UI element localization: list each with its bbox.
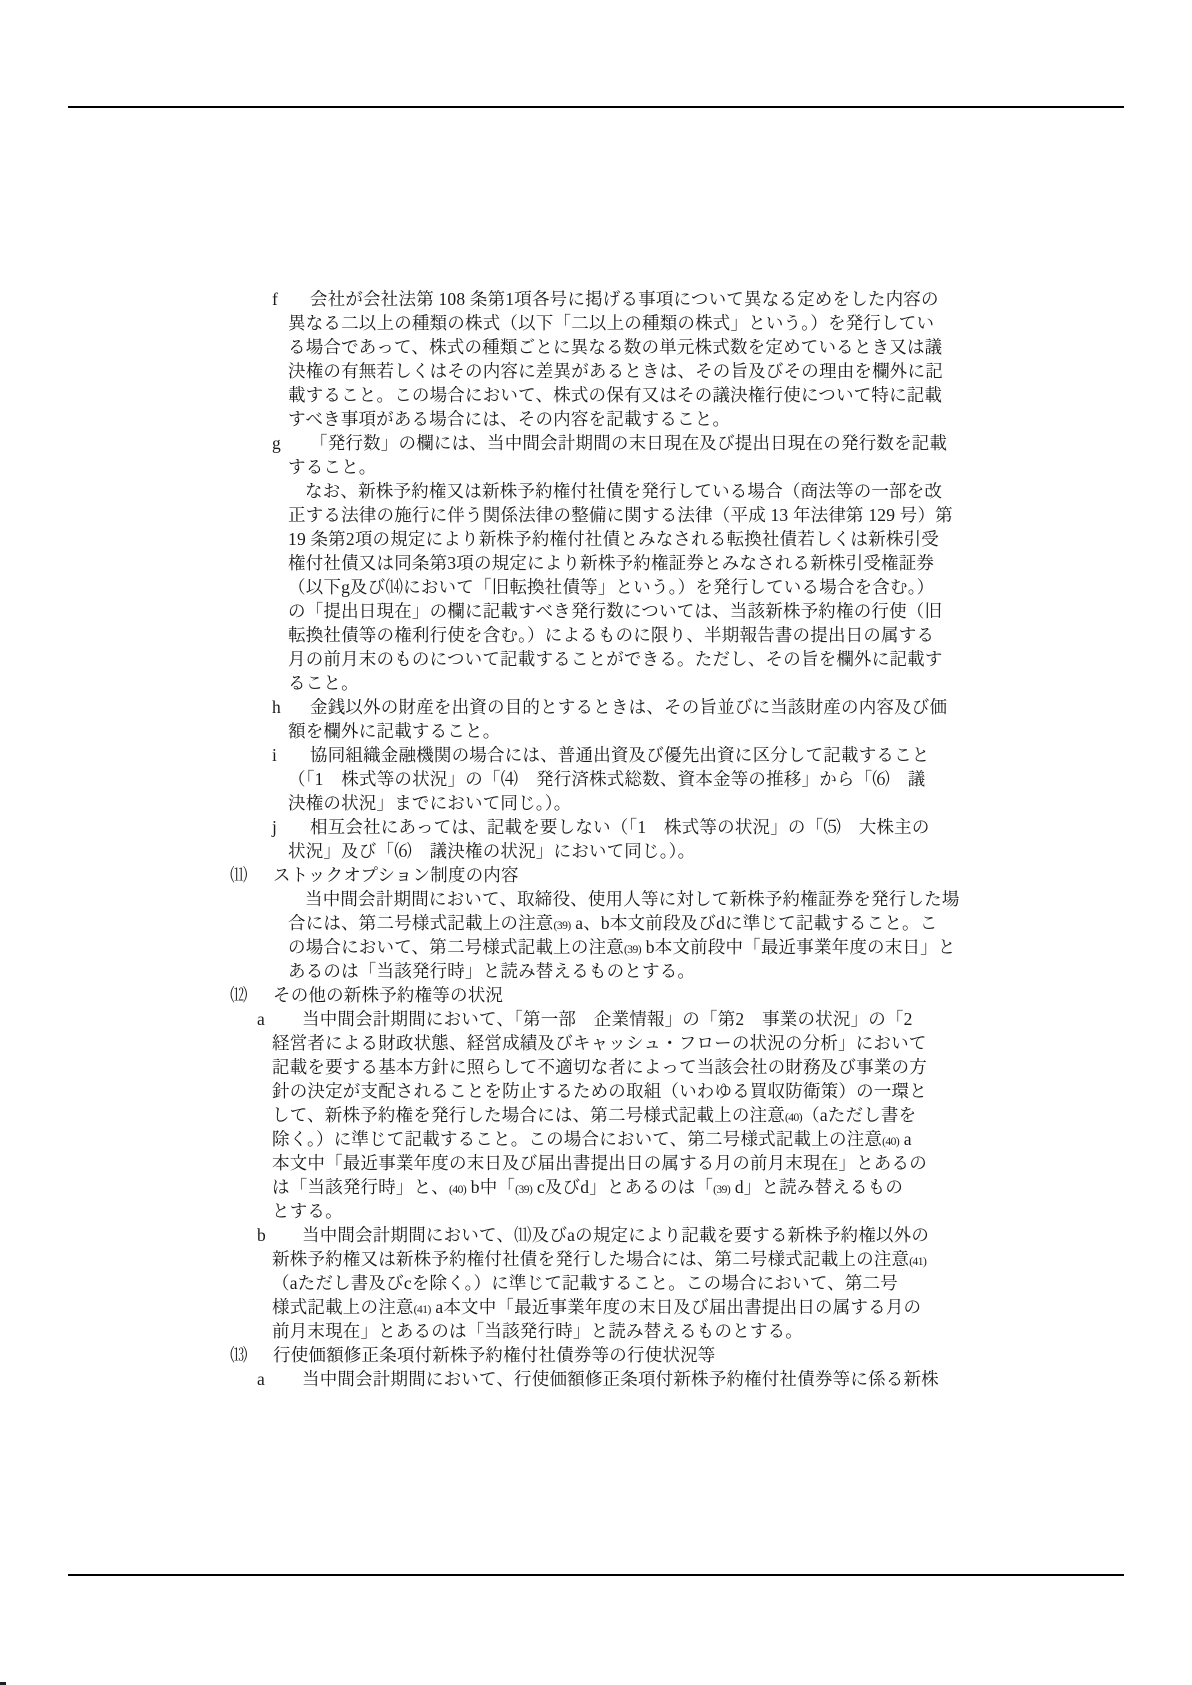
text-line: 「発行数」の欄には、当中間会計期間の末日現在及び提出日現在の発行数を記載 (310, 433, 948, 453)
text-line: 当中間会計期間において、⑾及びaの規定により記載を要する新株予約権以外の (302, 1225, 930, 1245)
text-line: 状況」及び「⑹ 議決権の状況」において同じ。）。 (288, 841, 696, 861)
item-marker: ⒀ (230, 1345, 248, 1365)
text-line: 載すること。この場合において、株式の保有又はその議決権行使について特に記載 (288, 385, 943, 405)
text-line: る場合であって、株式の種類ごとに異なる数の単元株式数を定めているとき又は議 (288, 337, 943, 357)
item-marker: g (272, 433, 281, 453)
text-line: 決権の有無若しくはその内容に差異があるときは、その旨及びその理由を欄外に記 (288, 361, 943, 381)
text-line: 針の決定が支配されることを防止するための取組（いわゆる買収防衛策）の一環と (272, 1081, 927, 1101)
text-line: 19 条第2項の規定により新株予約権付社債とみなされる転換社債若しくは新株引受 (288, 529, 939, 549)
text-line: あるのは「当該発行時」と読み替えるものとする。 (288, 961, 696, 981)
item-g (230, 431, 960, 479)
text-line: 新株予約権又は新株予約権付社債を発行した場合には、第二号様式記載上の注意(41) (272, 1249, 927, 1269)
item-marker: a (257, 1009, 265, 1029)
text-line: 当中間会計期間において、取締役、使用人等に対して新株予約権証券を発行した場 (305, 889, 960, 909)
item-marker: a (257, 1369, 265, 1389)
bottom-rule (68, 1574, 1124, 1576)
text-line: すべき事項がある場合には、その内容を記載すること。 (288, 409, 731, 429)
text-line: 決権の状況」までにおいて同じ。）。 (288, 793, 572, 813)
item-marker: h (272, 697, 281, 717)
text-line: とする。 (272, 1201, 343, 1221)
text-line: 合には、第二号様式記載上の注意(39) a、b本文前段及びdに準じて記載すること。こ (288, 913, 938, 933)
document-text (230, 287, 960, 1391)
item-marker: b (257, 1225, 266, 1245)
text-line: の「提出日現在」の欄に記載すべき発行数については、当該新株予約権の行使（旧 (288, 601, 943, 621)
text-line: して、新株予約権を発行した場合には、第二号様式記載上の注意(40)（aただし書を (272, 1105, 917, 1125)
text-line: すること。 (288, 457, 377, 477)
text-line: （aただし書及びcを除く。）に準じて記載すること。この場合において、第二号 (272, 1273, 898, 1293)
section-heading: ストックオプション制度の内容 (273, 865, 519, 885)
text-line: 月の前月末のものについて記載することができる。ただし、その旨を欄外に記載す (288, 649, 943, 669)
item-i (230, 743, 960, 815)
paragraph-nao (230, 479, 960, 695)
text-line: ること。 (288, 673, 359, 693)
text-line: 異なる二以上の種類の株式（以下「二以上の種類の株式」という。）を発行してい (288, 313, 935, 333)
text-line: （「1 株式等の状況」の「⑷ 発行済株式総数、資本金等の推移」から「⑹ 議 (288, 769, 926, 789)
item-f (230, 287, 960, 431)
item-marker: ⑿ (230, 985, 248, 1005)
text-line: （以下g及び⒁において「旧転換社債等」という。）を発行している場合を含む。） (288, 577, 935, 597)
section-heading: 行使価額修正条項付新株予約権付社債券等の行使状況等 (273, 1345, 716, 1365)
item-h (230, 695, 960, 743)
text-line: 金銭以外の財産を出資の目的とするときは、その旨並びに当該財産の内容及び価 (310, 697, 948, 717)
item-marker: f (272, 289, 278, 309)
paragraph-11-body (230, 887, 960, 983)
text-line: 当中間会計期間において、行使価額修正条項付新株予約権付社債券等に係る新株 (302, 1369, 939, 1389)
text-line: 正する法律の施行に伴う関係法律の整備に関する法律（平成 13 年法律第 129 号）第 (288, 505, 953, 525)
section-heading: その他の新株予約権等の状況 (273, 985, 504, 1005)
item-j (230, 815, 960, 863)
item-marker: ⑾ (230, 865, 248, 885)
item-13 (230, 1343, 960, 1367)
text-line: 本文中「最近事業年度の末日及び届出書提出日の属する月の前月末現在」とあるの (272, 1153, 927, 1173)
text-line: 記載を要する基本方針に照らして不適切な者によって当該会社の財務及び事業の方 (272, 1057, 927, 1077)
item-11 (230, 863, 960, 887)
item-marker: i (272, 745, 277, 765)
text-line: 除く。）に準じて記載すること。この場合において、第二号様式記載上の注意(40) a (272, 1129, 912, 1149)
top-rule (68, 106, 1124, 108)
text-line: 当中間会計期間において、「第一部 企業情報」の「第2 事業の状況」の「2 (302, 1009, 913, 1029)
item-12-b (230, 1223, 960, 1343)
text-line: 額を欄外に記載すること。 (288, 721, 501, 741)
text-line: の場合において、第二号様式記載上の注意(39) b本文前段中「最近事業年度の末日」と (288, 937, 956, 957)
text-line: 様式記載上の注意(41) a本文中「最近事業年度の末日及び届出書提出日の属する月の (272, 1297, 922, 1317)
text-line: は「当該発行時」と、(40) b中「(39) c及びd」とあるのは「(39) d」と読み替えるもの (272, 1177, 904, 1197)
text-line: 相互会社にあっては、記載を要しない（「1 株式等の状況」の「⑸ 大株主の (310, 817, 930, 837)
text-line: 経営者による財政状態、経営成績及びキャッシュ・フローの状況の分析」において (272, 1033, 927, 1053)
text-line: 会社が会社法第 108 条第1項各号に掲げる事項について異なる定めをした内容の (310, 289, 939, 309)
item-12-a (230, 1007, 960, 1223)
text-line: なお、新株予約権又は新株予約権付社債を発行している場合（商法等の一部を改 (305, 481, 943, 501)
item-12 (230, 983, 960, 1007)
text-line: 権付社債又は同条第3項の規定により新株予約権証券とみなされる新株引受権証券 (288, 553, 935, 573)
text-line: 前月末現在」とあるのは「当該発行時」と読み替えるものとする。 (272, 1321, 803, 1341)
text-line: 協同組織金融機関の場合には、普通出資及び優先出資に区分して記載すること (310, 745, 930, 765)
item-13-a (230, 1367, 960, 1391)
text-line: 転換社債等の権利行使を含む。）によるものに限り、半期報告書の提出日の属する (288, 625, 935, 645)
item-marker: j (272, 817, 277, 837)
